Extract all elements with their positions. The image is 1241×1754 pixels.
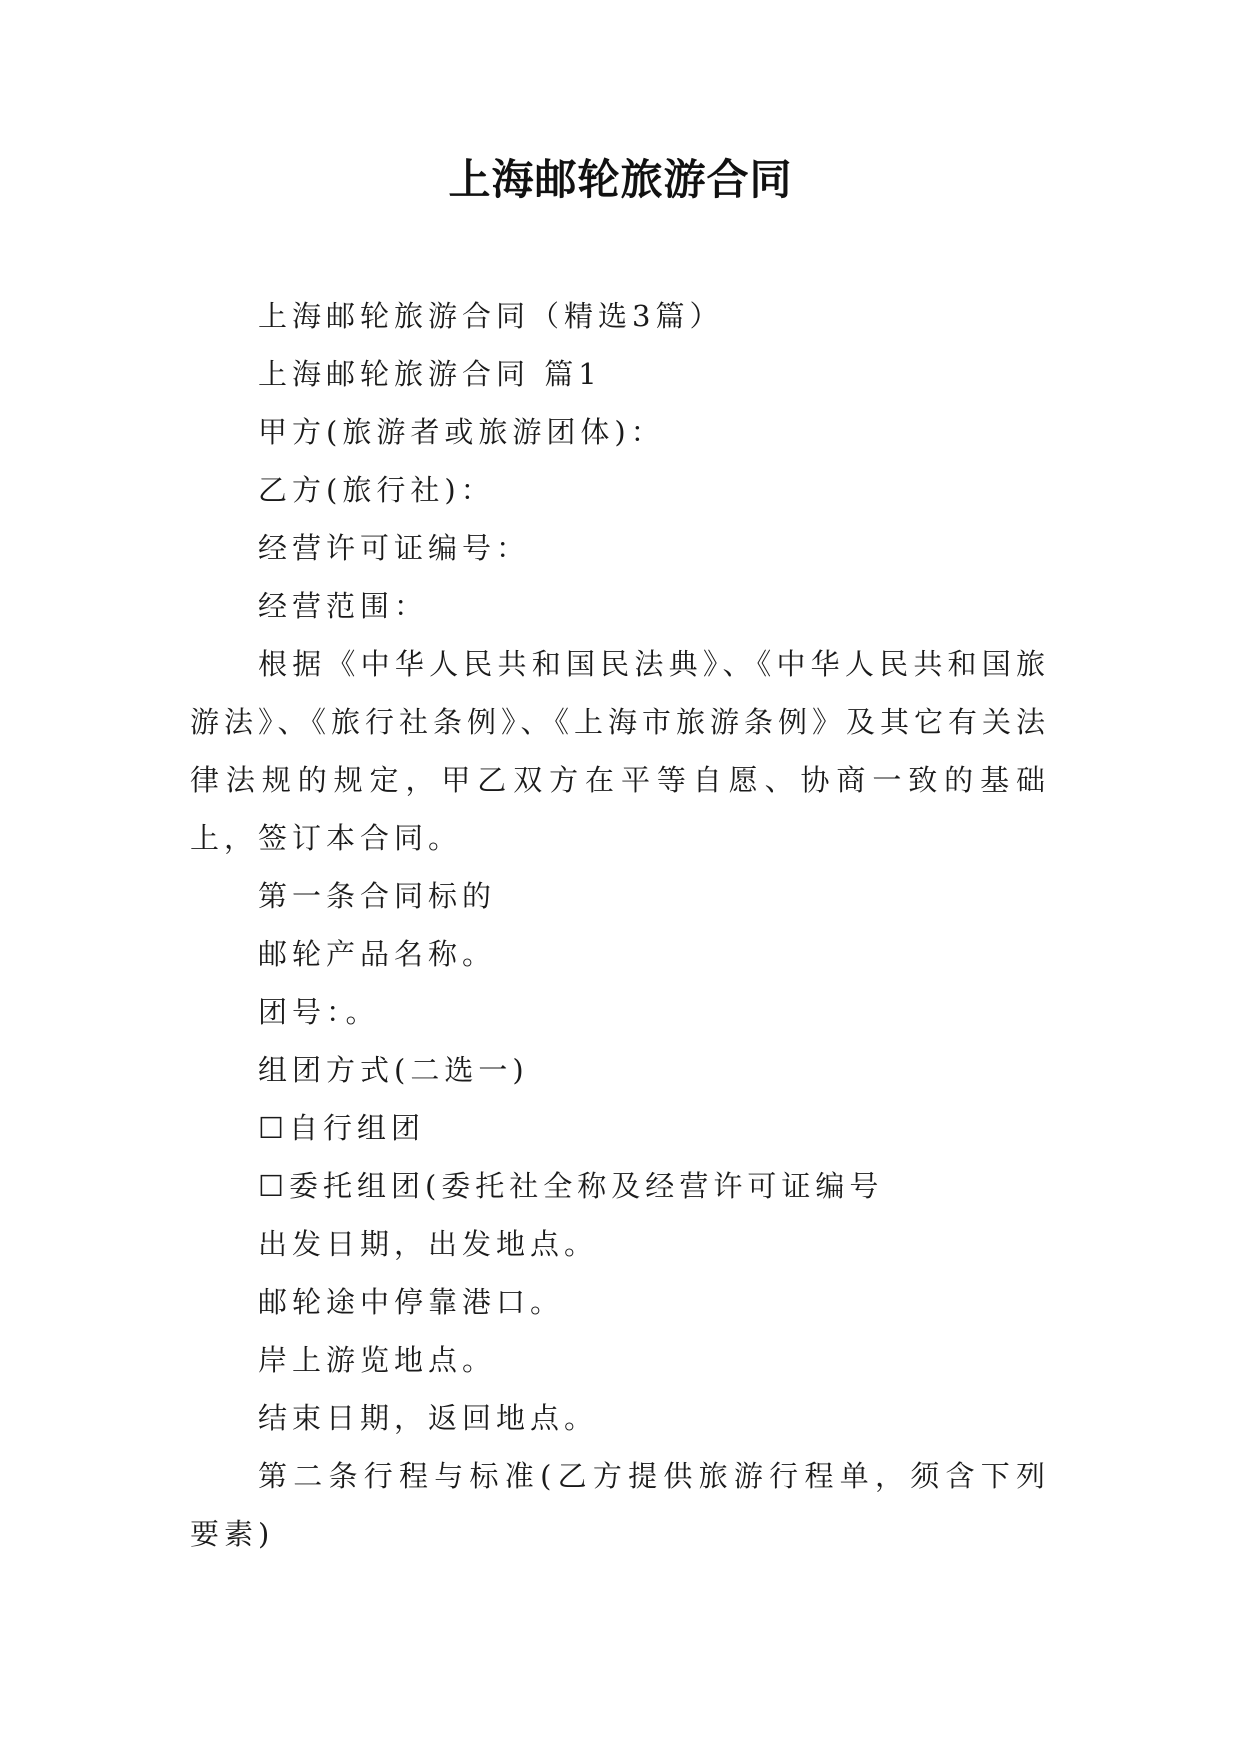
paragraph-ports: 邮轮途中停靠港口。 — [258, 1285, 565, 1319]
paragraph-article-2: 第二条行程与标准(乙方提供旅游行程单，须含下列要素) — [190, 1459, 1050, 1551]
paragraph-business-scope: 经营范围： — [258, 589, 429, 623]
paragraph-shore-excursion: 岸上游览地点。 — [258, 1343, 497, 1377]
paragraph-option-self: ☐自行组团 — [258, 1111, 425, 1145]
document-title: 上海邮轮旅游合同 — [448, 155, 793, 204]
paragraph-departure: 出发日期，出发地点。 — [258, 1227, 599, 1261]
paragraph-group-mode: 组团方式(二选一) — [258, 1053, 529, 1087]
paragraph-group-number: 团号：。 — [258, 995, 380, 1029]
paragraph-party-a: 甲方(旅游者或旅游团体)： — [258, 415, 665, 449]
paragraph-section-heading: 上海邮轮旅游合同 篇1 — [258, 357, 602, 391]
paragraph-end-date: 结束日期，返回地点。 — [258, 1401, 599, 1435]
paragraph-legal-basis: 根据《中华人民共和国民法典》、《中华人民共和国旅游法》、《旅行社条例》、《上海市旅游条例》及其它有关法律法规的规定，甲乙双方在平等自愿、协商一致的基础上，签订本合同。 — [190, 647, 1051, 855]
paragraph-party-b: 乙方(旅行社)： — [258, 473, 495, 507]
paragraph-subtitle: 上海邮轮旅游合同（精选3篇） — [258, 299, 724, 333]
paragraph-license-number: 经营许可证编号： — [258, 531, 531, 565]
paragraph-article-1: 第一条合同标的 — [258, 879, 497, 913]
document-body — [190, 287, 1050, 1563]
paragraph-option-entrusted: ☐委托组团(委托社全称及经营许可证编号 — [258, 1169, 884, 1203]
paragraph-product-name: 邮轮产品名称。 — [258, 937, 497, 971]
